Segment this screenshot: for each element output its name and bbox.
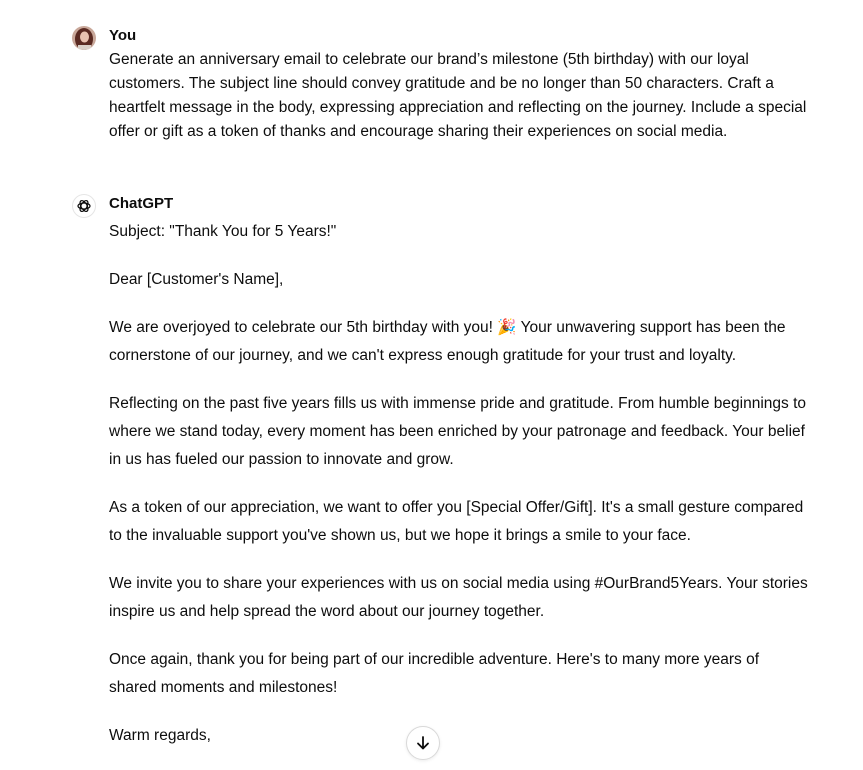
assistant-author-name: ChatGPT bbox=[109, 195, 174, 212]
user-avatar bbox=[72, 26, 96, 50]
assistant-avatar bbox=[72, 194, 96, 218]
scroll-to-bottom-button[interactable] bbox=[406, 726, 440, 760]
email-subject: Subject: "Thank You for 5 Years!" bbox=[109, 223, 337, 240]
email-paragraph: We invite you to share your experiences with us on social media using #OurBrand5Years. Your stories inspire us and help spread the word about our journey together. bbox=[109, 575, 808, 620]
arrow-down-icon bbox=[415, 735, 431, 751]
email-paragraph: We are overjoyed to celebrate our 5th birthday with you! 🎉 Your unwavering support has been the cornerstone of our journey, and we can't express enough gratitude for your trust and loyalty. bbox=[109, 319, 786, 364]
user-avatar-photo-icon bbox=[72, 26, 96, 50]
email-paragraph: As a token of our appreciation, we want to offer you [Special Offer/Gift]. It's a small gesture compared to the invaluable support you've shown us, but we hope it brings a smile to your face. bbox=[109, 499, 804, 544]
email-paragraph: Reflecting on the past five years fills us with immense pride and gratitude. From humble beginnings to where we stand today, every moment has been enriched by your patronage and feedback. Your belief in us has fueled our passion to innovate and grow. bbox=[109, 395, 806, 468]
user-author-name: You bbox=[109, 27, 137, 44]
email-paragraph: Once again, thank you for being part of our incredible adventure. Here's to many more years of shared moments and milestones! bbox=[109, 651, 760, 696]
email-closing: Warm regards, bbox=[109, 727, 211, 744]
openai-logo-icon bbox=[73, 195, 95, 217]
assistant-reply bbox=[109, 218, 809, 770]
email-greeting: Dear [Customer's Name], bbox=[109, 271, 284, 288]
user-prompt-text: Generate an anniversary email to celebrate our brand’s milestone (5th birthday) with our loyal customers. The subject line should convey gratitude and be no longer than 50 characters. Craft a heartfelt message in the body, expressing appreciation and reflecting on the journey. Include a special offer or gift as a token of thanks and encourage sharing their experiences on social media. bbox=[109, 51, 807, 140]
